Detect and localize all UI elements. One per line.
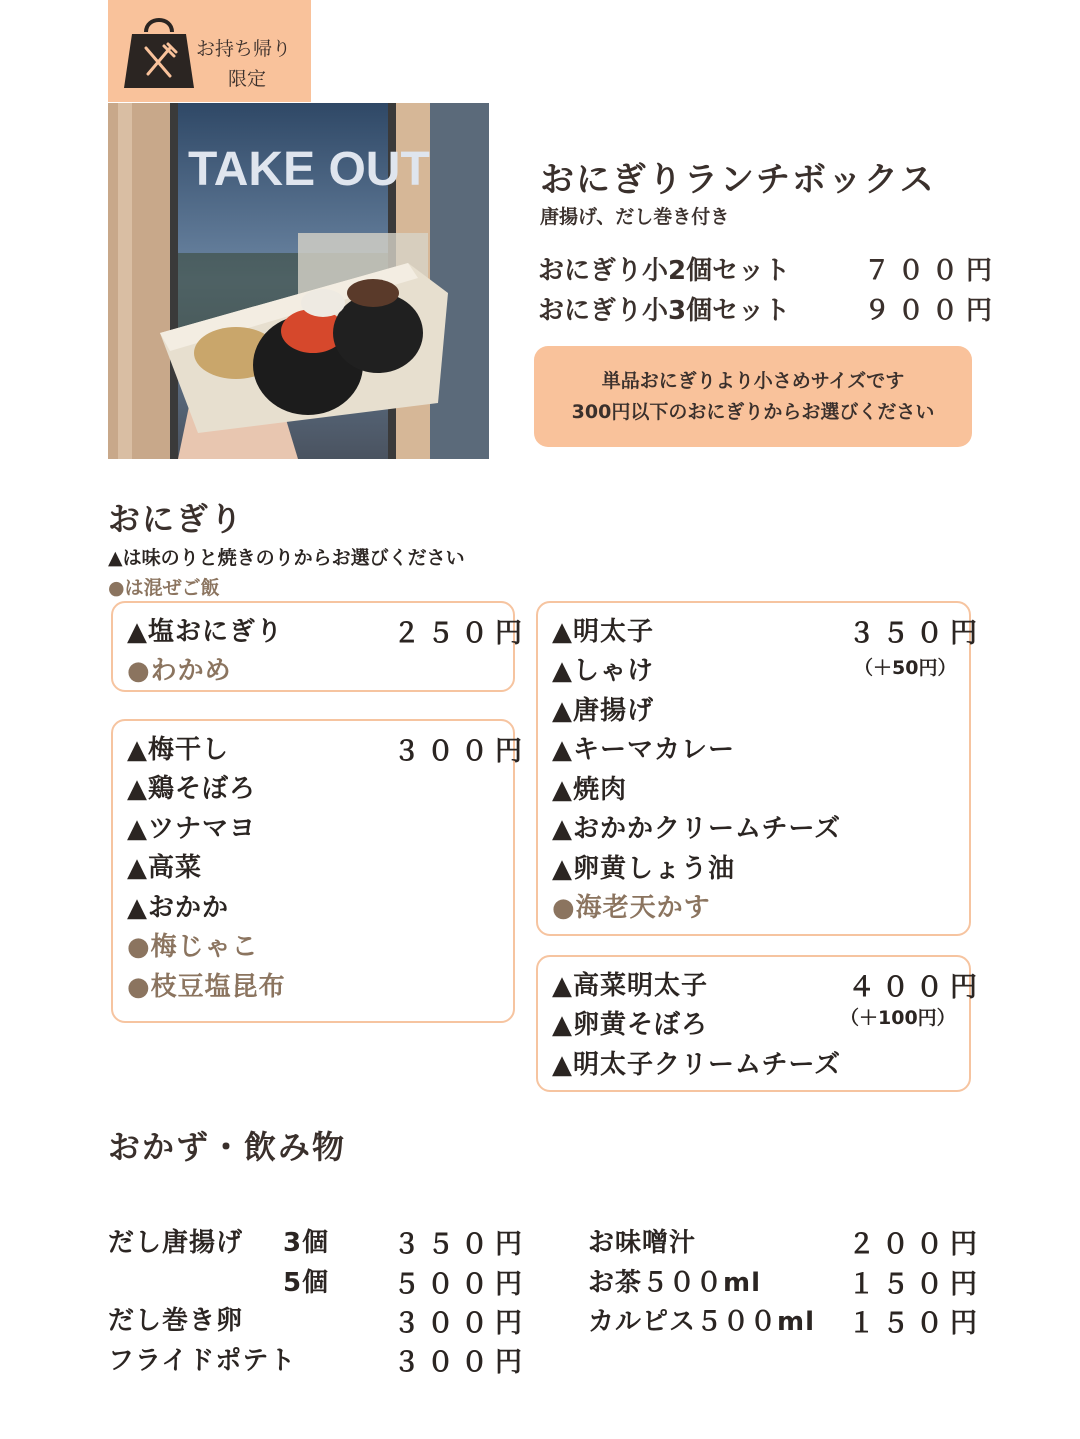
side-karaage-5-price: ５００円 [393,1269,529,1300]
price-group-350 [536,601,984,936]
menu-item: ▲明太子クリームチーズ [552,1050,842,1080]
drink-miso: お味噌汁 [588,1228,697,1258]
sides-section-title: おかず・飲み物 [108,1128,347,1166]
side-karaage-3-price: ３５０円 [393,1229,529,1260]
menu-item: ▲梅干し [127,735,229,765]
price-group-300 [111,719,529,1023]
photo-sign-text: TAKE OUT [188,143,430,196]
group-price: ３００円 [393,736,529,767]
side-dashimaki: だし巻き卵 [108,1306,244,1336]
menu-item: ●枝豆塩昆布 [127,972,286,1002]
group-price: ２５０円 [393,618,529,649]
side-dashimaki-price: ３００円 [393,1308,529,1339]
menu-item: ●梅じゃこ [127,932,259,962]
menu-item: ▲おかか [127,893,229,923]
menu-item: ▲高菜明太子 [552,971,708,1001]
menu-item: ▲高菜 [127,853,202,883]
drink-tea: お茶５００ml [588,1268,762,1298]
drink-calpis-price: １５０円 [848,1308,984,1339]
group-price: ３５０円 [848,618,984,649]
lunchbox-title: おにぎりランチボックス [540,160,936,200]
side-fries-price: ３００円 [393,1347,529,1378]
set-name: おにぎり小3個セット [538,296,791,326]
drink-calpis: カルピス５００ml [588,1307,816,1337]
menu-item: ▲焼肉 [552,775,627,805]
takeout-photo [108,103,489,459]
side-karaage: だし唐揚げ [108,1228,244,1258]
menu-item: ▲しゃけ [552,656,654,686]
side-karaage-5: 5個 [283,1268,330,1298]
menu-item: ▲卵黄しょう油 [552,854,735,884]
badge-line2: 限定 [228,68,267,90]
legend-triangle: ▲は味のりと焼きのりからお選びください [108,547,465,569]
price-group-400 [536,955,984,1092]
takeout-badge [108,0,311,102]
group-price-extra: （＋50円） [854,657,957,679]
menu-item: ▲卵黄そぼろ [552,1010,708,1040]
set-price: ７００円 [864,256,1001,286]
price-group-250 [111,601,529,692]
menu-item: ▲唐揚げ [552,696,654,726]
size-note-line2: 300円以下のおにぎりからお選びください [571,401,935,423]
badge-line1: お持ち帰り [196,38,292,60]
menu-item: ▲鶏そぼろ [127,774,256,804]
menu-item: ▲ツナマヨ [127,814,256,844]
menu-item: ●海老天かす [552,893,711,923]
legend-circle: ●は混ぜご飯 [108,577,220,599]
menu-item: ▲明太子 [552,617,654,647]
menu-item: ●わかめ [127,656,232,686]
takeout-bag-icon [118,10,200,90]
side-fries: フライドポテト [108,1346,297,1376]
drink-miso-price: ２００円 [848,1229,984,1260]
drink-tea-price: １５０円 [848,1269,984,1300]
side-karaage-3: 3個 [283,1228,330,1258]
size-note [534,346,972,447]
menu-item: ▲塩おにぎり [127,617,283,647]
menu-item: ▲キーマカレー [552,735,735,765]
group-price-extra: （＋100円） [840,1007,956,1029]
onigiri-section-title: おにぎり [108,500,245,538]
size-note-line1: 単品おにぎりより小さめサイズです [601,370,905,392]
menu-item: ▲おかかクリームチーズ [552,814,842,844]
set-name: おにぎり小2個セット [538,256,791,286]
lunchbox-subtitle: 唐揚げ、だし巻き付き [540,206,730,228]
set-price: ９００円 [864,296,1001,326]
group-price: ４００円 [848,972,984,1003]
